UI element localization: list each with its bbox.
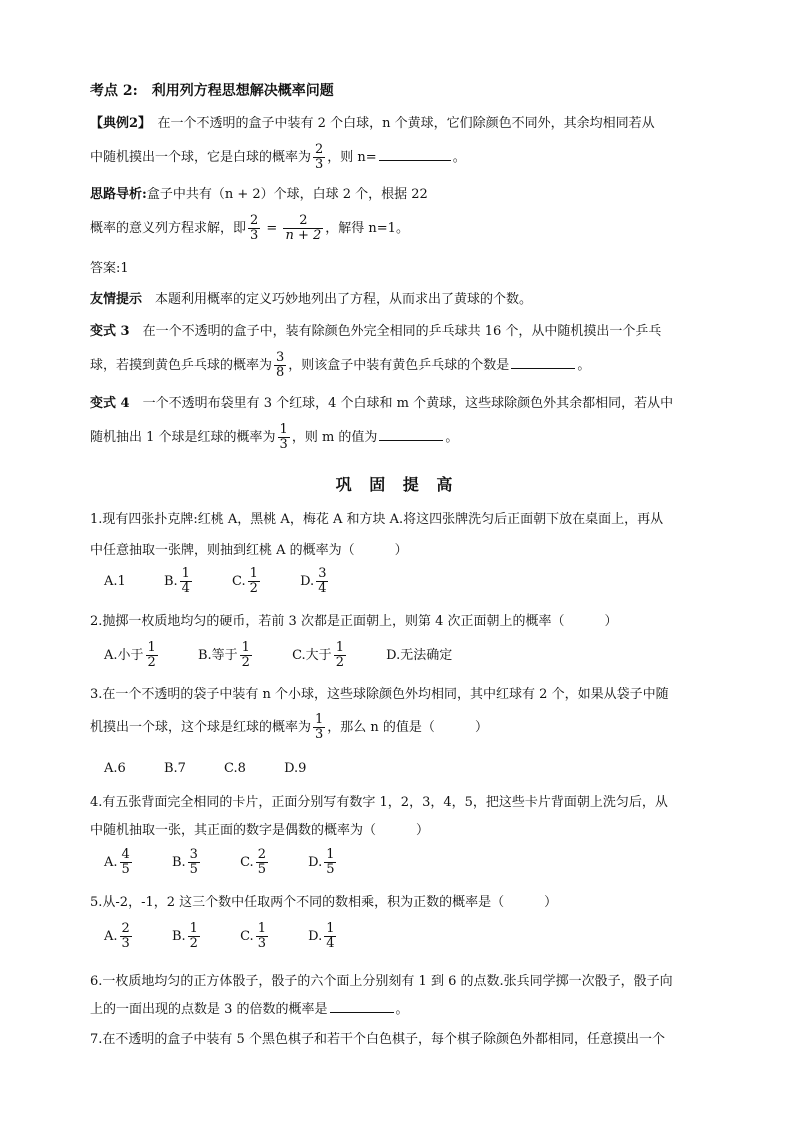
- variant4-label: 变式 4: [90, 396, 130, 411]
- answer: 答案:1: [90, 261, 129, 276]
- topic-heading: 考点 2: 利用列方程思想解决概率问题: [90, 83, 334, 99]
- variant4-line2: 随机抽出 1 个球是红球的概率为 $\frac{1}{3}$ ，则 m 的值为 。: [90, 422, 459, 452]
- fraction: $\frac{2}{3}$: [315, 142, 324, 172]
- question-2-line1: 2.抛掷一枚质地均匀的硬币，若前 3 次都是正面朝上，则第 4 次正面朝上的概率（ ）: [90, 614, 618, 629]
- option-a[interactable]: A.6: [104, 761, 126, 776]
- option-b[interactable]: B. $\frac{1}{4}$: [163, 566, 190, 596]
- fraction: $\frac{3}{8}$: [276, 350, 285, 380]
- section-title: 巩 固 提 高: [335, 475, 459, 494]
- option-b[interactable]: B. $\frac{3}{5}$: [171, 847, 198, 877]
- option-a[interactable]: A.1: [104, 574, 126, 589]
- option-c[interactable]: C. $\frac{1}{2}$: [232, 566, 258, 596]
- variant3-line1: 变式 3 在一个不透明的盒子中，装有除颜色外完全相同的乒乓球共 16 个，从中随机摸出一个乒乓: [90, 324, 662, 339]
- option-c[interactable]: C. $\frac{2}{5}$: [240, 847, 266, 877]
- question-3-line2: 机摸出一个球，这个球是红球的概率为 $\frac{1}{3}$ ，那么 n 的值是（ ）: [90, 712, 488, 742]
- fraction: $\frac{2}{3}$: [250, 213, 259, 243]
- variant3-label: 变式 3: [90, 324, 130, 339]
- question-1-line2: 中任意抽取一张牌，则抽到红桃 A 的概率为（ ）: [90, 543, 408, 558]
- question-5-line1: 5.从-2，-1，2 这三个数中任取两个不同的数相乘，积为正数的概率是（ ）: [90, 895, 558, 910]
- option-a[interactable]: A.小于 $\frac{1}{2}$: [104, 640, 156, 670]
- variant4-line1: 变式 4 一个不透明布袋里有 3 个红球，4 个白球和 m 个黄球，这些球除颜色外其余都相同，若从中: [90, 396, 674, 411]
- question-4-options: [104, 848, 710, 878]
- analysis-line1: 思路导析:盒子中共有（n + 2）个球，白球 2 个，根据 22: [90, 187, 428, 202]
- option-b[interactable]: B.7: [163, 761, 186, 776]
- question-3-line1: 3.在一个不透明的袋子中装有 n 个小球，这些球除颜色外均相同，其中红球有 2 个，如果从袋子中随: [90, 687, 669, 702]
- example2-line1: 【典例2】 在一个不透明的盒子中装有 2 个白球，n 个黄球，它们除颜色不同外，其余均相同若从: [90, 116, 655, 131]
- option-d[interactable]: D. $\frac{1}{4}$: [308, 921, 335, 951]
- example2-tag: 【典例2】: [90, 116, 145, 131]
- option-d[interactable]: D. $\frac{1}{5}$: [308, 847, 335, 877]
- option-c[interactable]: C.8: [224, 761, 246, 776]
- question-5-options: [104, 922, 710, 952]
- answer-blank[interactable]: [379, 148, 451, 161]
- fraction: $\frac{1}{3}$: [279, 422, 288, 452]
- question-3-options: [104, 759, 710, 779]
- example2-line2: 中随机摸出一个球，它是白球的概率为 $\frac{2}{3}$ ，则 n= 。: [90, 142, 466, 172]
- question-6-line1: 6.一枚质地均匀的正方体骰子，骰子的六个面上分别刻有 1 到 6 的点数.张兵同学掷一次骰子，骰子向: [90, 974, 673, 989]
- question-1-line1: 1.现有四张扑克牌:红桃 A，黑桃 A，梅花 A 和方块 A.将这四张牌洗匀后正面朝下放在桌面上，再从: [90, 512, 664, 527]
- answer-blank[interactable]: [379, 428, 443, 441]
- question-1-options: [104, 567, 710, 597]
- answer-blank[interactable]: [511, 356, 575, 369]
- tip-label: 友情提示: [90, 292, 143, 307]
- option-a[interactable]: A. $\frac{2}{3}$: [104, 921, 130, 951]
- question-4-line2: 中随机抽取一张，其正面的数字是偶数的概率为（ ）: [90, 823, 430, 838]
- analysis-line2: 概率的意义列方程求解，即 $\frac{2}{3}$ = $\frac{2}{n + 2}$ ，解得 n=1。: [90, 213, 409, 243]
- question-4-line1: 4.有五张背面完全相同的卡片，正面分别写有数字 1，2，3，4，5，把这些卡片背面朝上洗匀后，从: [90, 795, 668, 810]
- option-c[interactable]: C. $\frac{1}{3}$: [240, 921, 266, 951]
- option-d[interactable]: D.无法确定: [386, 648, 453, 663]
- option-b[interactable]: B. $\frac{1}{2}$: [171, 921, 198, 951]
- option-c[interactable]: C.大于 $\frac{1}{2}$: [292, 640, 344, 670]
- option-a[interactable]: A. $\frac{4}{5}$: [104, 847, 130, 877]
- variant3-line2: 球，若摸到黄色乒乓球的概率为 $\frac{3}{8}$ ，则该盒子中装有黄色乒乓球的个数是 。: [90, 350, 591, 380]
- tip: 友情提示 本题利用概率的定义巧妙地列出了方程，从而求出了黄球的个数。: [90, 292, 533, 307]
- question-2-options: [104, 641, 710, 671]
- option-d[interactable]: D.9: [284, 761, 307, 776]
- question-6-line2: 上的一面出现的点数是 3 的倍数的概率是 。: [90, 1002, 409, 1017]
- analysis-label: 思路导析:: [90, 187, 147, 202]
- fraction: $\frac{2}{n + 2}$: [285, 213, 322, 243]
- answer-blank[interactable]: [330, 1000, 394, 1013]
- question-7-line1: 7.在不透明的盒子中装有 5 个黑色棋子和若干个白色棋子，每个棋子除颜色外都相同，任意摸出一个: [90, 1032, 665, 1047]
- option-d[interactable]: D. $\frac{3}{4}$: [300, 566, 327, 596]
- option-b[interactable]: B.等于 $\frac{1}{2}$: [197, 640, 250, 670]
